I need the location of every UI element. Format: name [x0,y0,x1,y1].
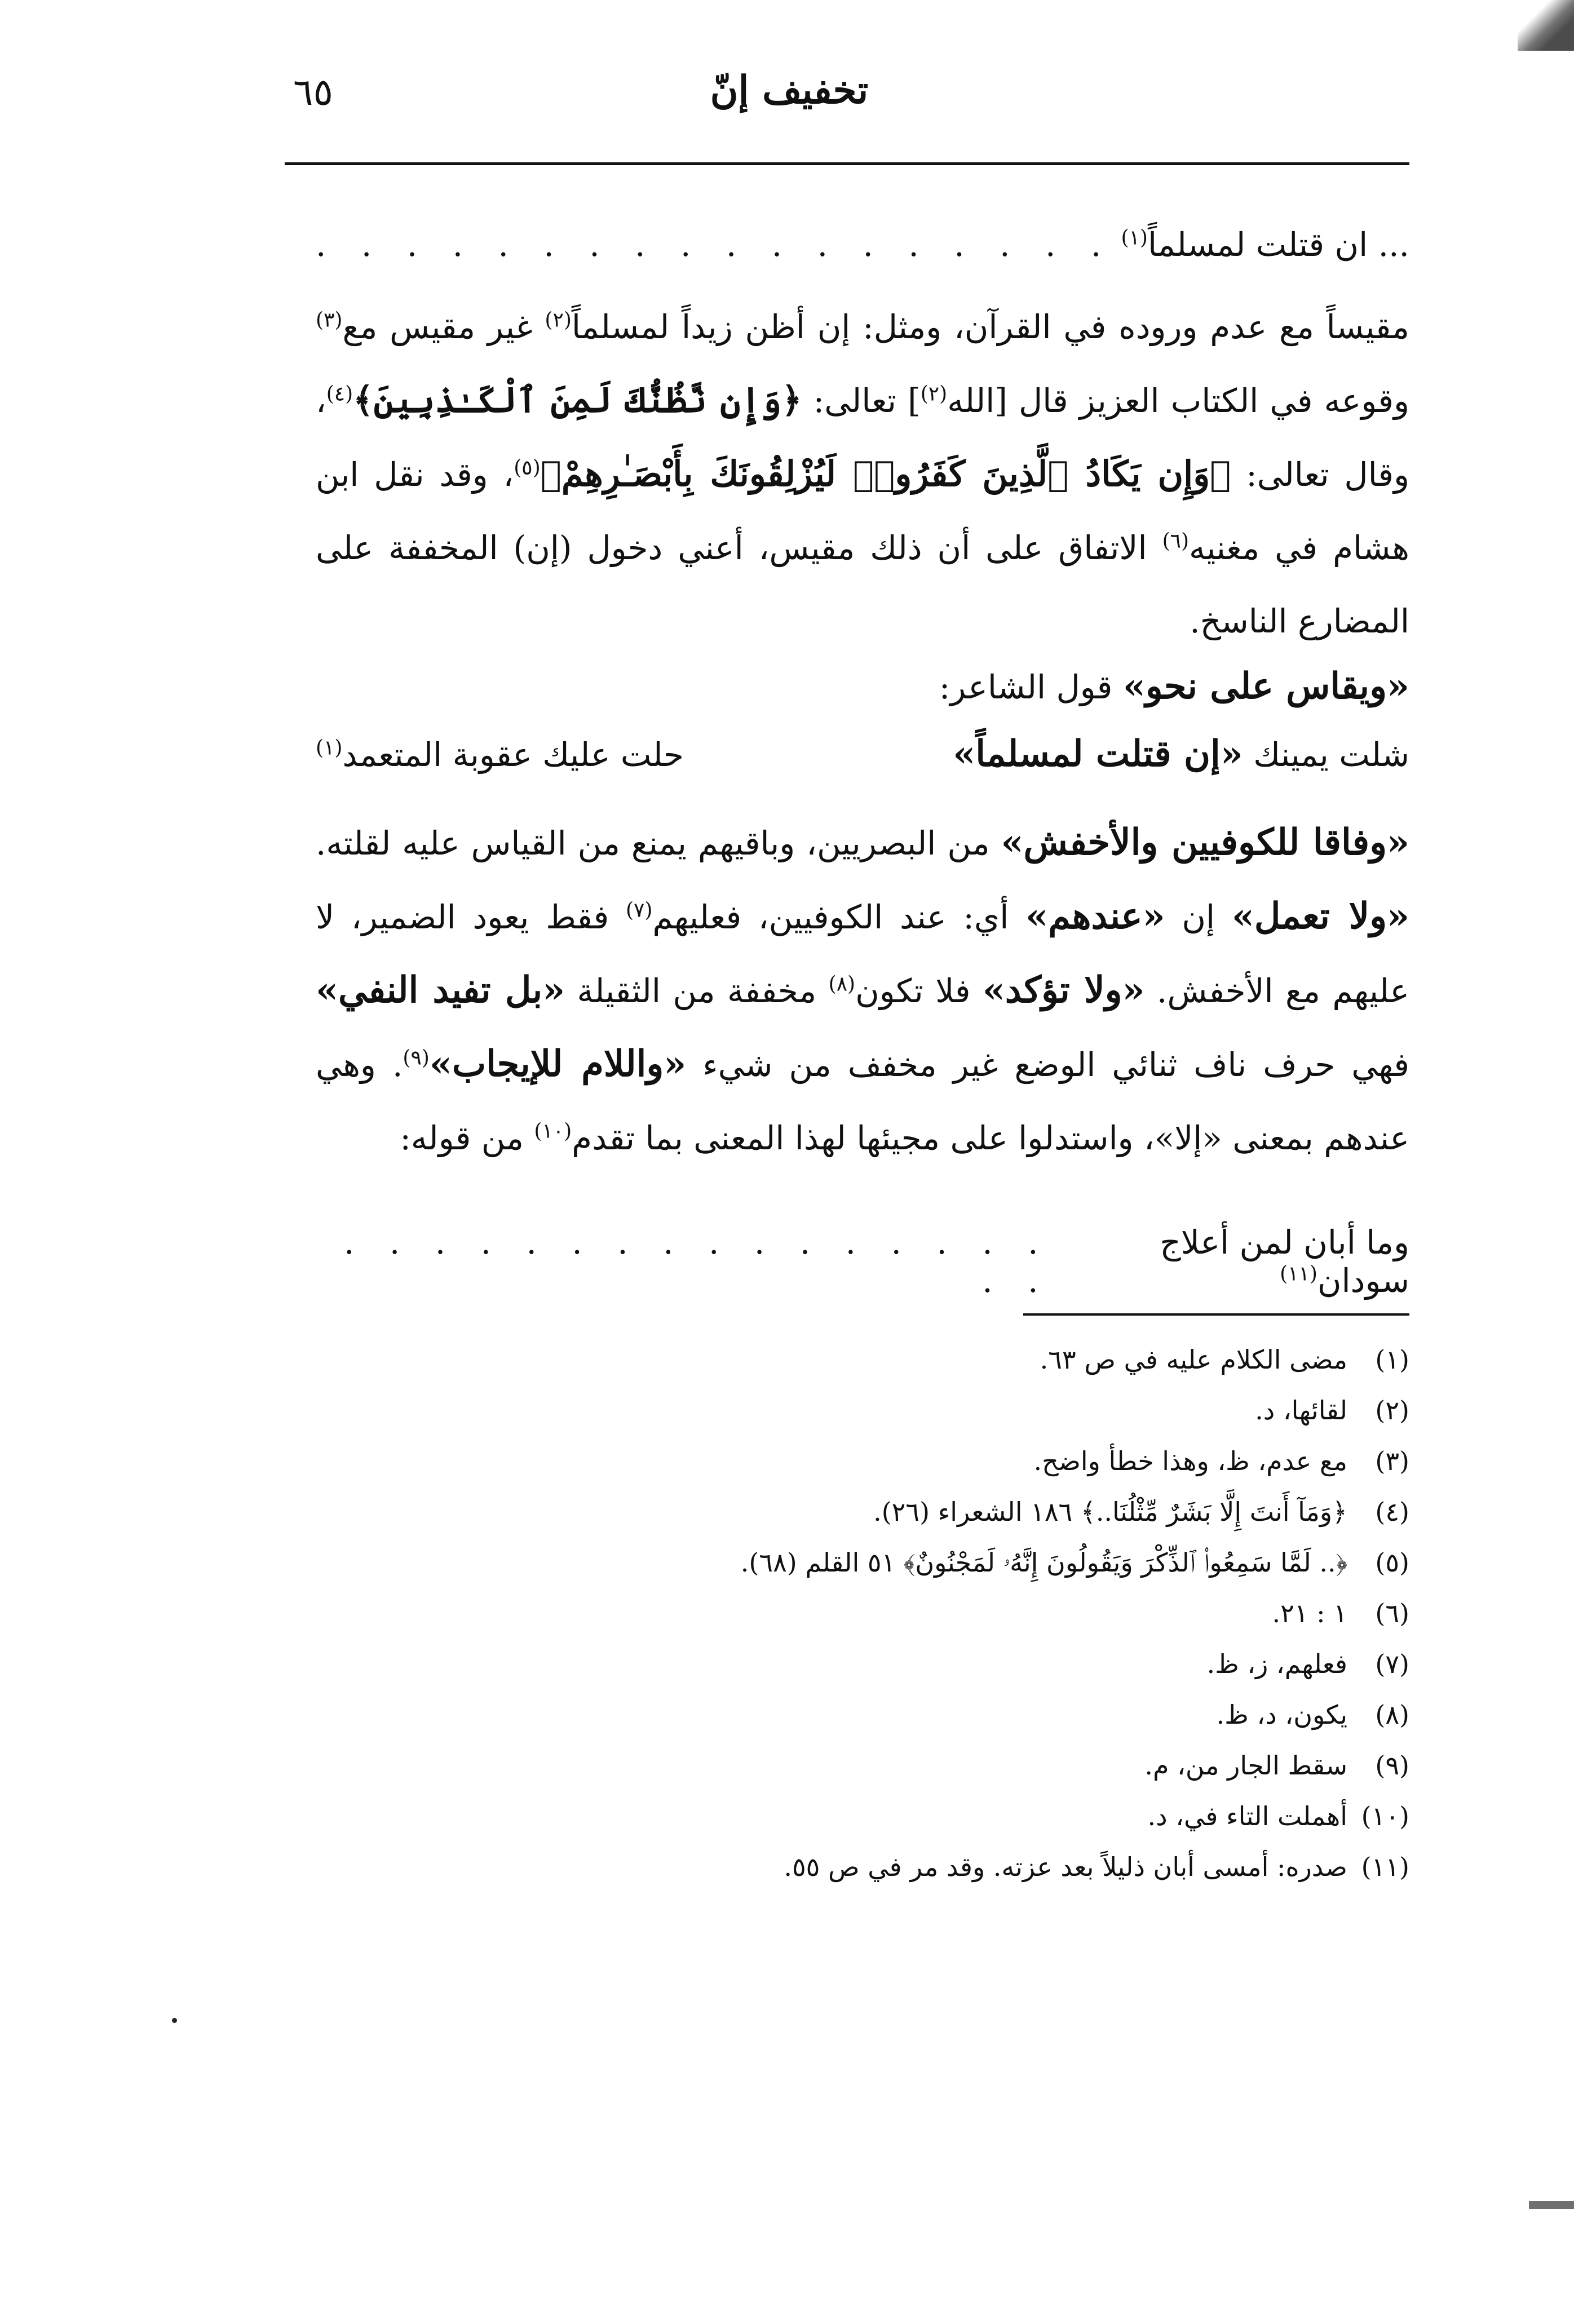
footnote-number: (١١) [1361,1852,1409,1882]
verse-two-first-hemistich: شلت يمينك «إن قتلت لمسلماً» [953,733,1409,775]
footnotes [316,1344,1409,1902]
footnote-text: ﴿.. لَمَّا سَمِعُوا۟ ٱلذِّكْرَ وَيَقُولُونَ إِنَّهُۥ لَمَجْنُونٌ﴾ ٥١ القلم (٦٨). [740,1547,1347,1578]
quran-quote: ﴿وَإِن يَكَادُ ٱلَّذِينَ كَفَرُوا۟ لَيُزْلِقُونَكَ بِأَبْصَـٰرِهِمْ﴾ [540,453,1231,494]
footnote-ref: (١) [1121,226,1148,250]
verse-three-text: وما أبان لمن أعلاج سودان$^{(١١)}$ [1160,1223,1409,1300]
footnote-item [316,1344,1409,1395]
quran-quote: ﴿وَإِن نَّظُنُّكَ لَمِنَ ٱلْكَـٰذِبِينَ﴾ [353,379,802,420]
scan-edge-mark [1529,2201,1574,2209]
footnote-text: سقط الجار من، م. [1144,1750,1347,1781]
footnote-item [316,1801,1409,1852]
footnote-item [316,1750,1409,1801]
footnote-ref: (٨) [828,972,856,996]
footnote-text: صدره: أمسى أبان ذليلاً بعد عزته. وقد مر في ص ٥٥. [784,1852,1347,1882]
footnote-number: (٣) [1375,1446,1409,1476]
footnote-item [316,1649,1409,1699]
line-two: «ويقاس على نحو» قول الشاعر: [939,665,1409,707]
footnote-number: (١٠) [1361,1801,1409,1831]
footnote-item [316,1395,1409,1446]
footnote-text: ﴿وَمَآ أَنتَ إِلَّا بَشَرٌ مِّثْلُنَا..﴾ ١٨٦ الشعراء (٢٦). [873,1497,1347,1527]
footnote-ref: (٣) [316,308,343,332]
verse-three [316,1223,1409,1300]
verse-one-ellipsis: . . . . . . . . . . . . . . . . . . [316,225,1114,264]
footnote-item [316,1446,1409,1497]
paragraph-two: «وفاقا للكوفيين والأخفش» من البصريين، وباقيهم يمنع من القياس عليه لقلته. «ولا تعمل» إن «عندهم» أي: عند الكوفيين، فعليهم$^{(٧)}$ فقط يعود الضمير، لا عليهم مع الأخفش. «ولا تؤكد» فلا تكون$^{(٨)}$ مخففة من الثقيلة «بل تفيد النفي» فهي حرف ناف ثنائي الوضع غير مخفف من شيء «واللام للإيجاب»$^{(٩)}$. وهي عندهم بمعنى «إلا»، واستدلوا على مجيئها لهذا المعنى بما تقدم$^{(١٠)}$ من قوله: [316,821,1410,1157]
footnote-text: ١ : ٢١. [1272,1598,1347,1628]
footnote-text: يكون، د، ظ. [1216,1699,1347,1730]
paragraph-one: مقيساً مع عدم وروده في القرآن، ومثل: إن أظن زيداً لمسلماً$^{(٢)}$ غير مقيس مع$^{(٣)}$ وقوعه في الكتاب العزيز قال [الله$^{(٢)}$] تعالى: ﴿وَإِن نَّظُنُّكَ لَمِنَ ٱلْكَـٰذِبِينَ﴾$^{(٤)}$، وقال تعالى: ﴿وَإِن يَكَادُ ٱلَّذِينَ كَفَرُوا۟ لَيُزْلِقُونَكَ بِأَبْصَـٰرِهِمْ﴾$^{(٥)}$، وقد نقل ابن هشام في مغنيه$^{(٦)}$ الاتفاق على أن ذلك مقيس، أعني دخول (إن) المخففة على المضارع الناسخ. [316,308,1410,640]
footnote-ref: (١) [316,736,343,760]
footnote-item [316,1497,1409,1547]
footnote-item [316,1699,1409,1750]
verse-one-text: ... ان قتلت لمسلماً$^{(١)}$ [1121,225,1409,264]
footnote-ref: (٥) [514,456,541,480]
footnote-number: (٤) [1375,1497,1409,1527]
footnote-number: (٩) [1375,1750,1409,1781]
running-head-title: تخفيف إنّ [710,68,869,113]
footnote-item [316,1547,1409,1598]
footnote-number: (١) [1375,1344,1409,1375]
footnote-number: (٦) [1375,1598,1409,1628]
bold-phrase: «ويقاس على نحو» [1122,665,1409,707]
page-number: ٦٥ [293,70,333,114]
footnote-number: (٢) [1375,1395,1409,1426]
footnote-item [316,1852,1409,1902]
verse-three-ellipsis: . . . . . . . . . . . . . . . . . . [344,1223,1051,1300]
footnote-rule [1023,1313,1409,1316]
scan-corner-mark [1518,0,1574,51]
footnote-text: أهملت التاء في، د. [1147,1801,1347,1831]
footnote-ref: (٢) [545,308,572,332]
footnote-ref: (٢) [920,382,948,406]
footnote-text: فعلهم، ز، ظ. [1206,1649,1347,1679]
verse-two-second-hemistich: حلت عليك عقوبة المتعمد$^{(١)}$ [316,736,684,774]
footnote-ref: (٦) [1162,529,1189,553]
footnote-ref: (٤) [326,382,353,406]
verse-two [316,733,1409,775]
footnote-text: مع عدم، ظ، وهذا خطأ واضح. [1033,1446,1347,1476]
footnote-ref: (٩) [403,1046,430,1070]
footnote-number: (٧) [1375,1649,1409,1679]
header-rule [285,162,1409,165]
footnote-text: لقائها، د. [1255,1395,1347,1426]
footnote-number: (٥) [1375,1547,1409,1578]
footnote-text: مضى الكلام عليه في ص ٦٣. [1040,1344,1347,1375]
footnote-ref: (٧) [625,898,653,922]
footnote-number: (٨) [1375,1699,1409,1730]
footnote-ref: (١٠) [534,1119,572,1143]
scan-speck [172,2018,177,2023]
footnote-ref: (١١) [1280,1262,1317,1286]
footnote-item [316,1598,1409,1649]
verse-one [316,225,1409,264]
